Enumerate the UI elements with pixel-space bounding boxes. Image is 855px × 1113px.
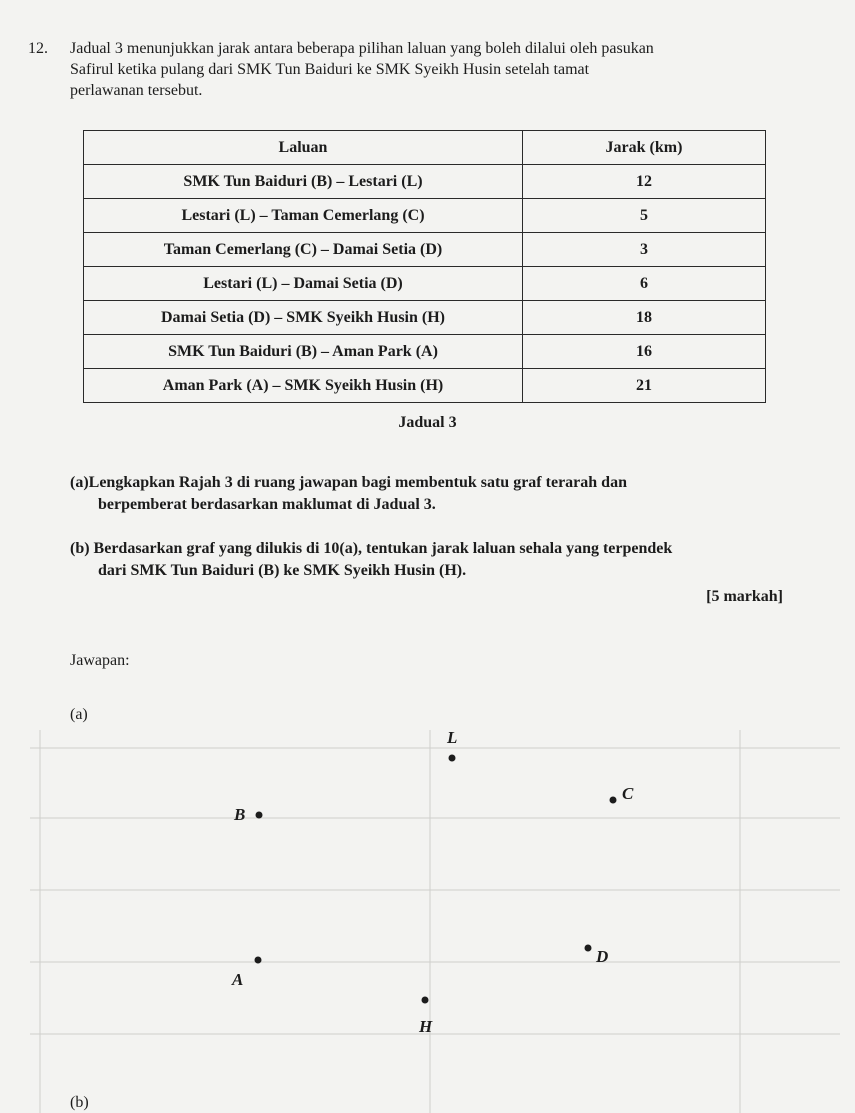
distance-cell: 5 [523,199,766,233]
route-cell: Lestari (L) – Taman Cemerlang (C) [84,199,523,233]
part-b-instruction [70,538,790,582]
node-C [610,784,635,804]
table-row [84,267,766,301]
faint-grid-lines [30,730,840,1113]
node-H [418,997,433,1037]
question-line-1: Jadual 3 menunjukkan jarak antara beberapa pilihan laluan yang boleh dilalui oleh pasukan [70,40,654,57]
node-label-D: D [596,947,609,966]
table-row [84,233,766,267]
table-header-row [84,131,766,165]
node-label-H: H [419,1017,433,1036]
question-line-3: perlawanan tersebut. [70,82,203,99]
part-a-instruction [70,472,780,516]
marks-label: [5 markah] [706,588,783,605]
route-cell: Lestari (L) – Damai Setia (D) [84,267,523,301]
node-A [231,957,262,990]
node-label-L: L [447,728,458,747]
part-a-line-1: (a)Lengkapkan Rajah 3 di ruang jawapan bagi membentuk satu graf terarah dan [70,474,627,491]
distance-cell: 18 [523,301,766,335]
distance-cell: 3 [523,233,766,267]
distance-cell: 16 [523,335,766,369]
distance-cell: 6 [523,267,766,301]
route-cell: Damai Setia (D) – SMK Syeikh Husin (H) [84,301,523,335]
part-b-line-1: (b) Berdasarkan graf yang dilukis di 10(a), tentukan jarak laluan sehala yang terpendek [70,540,673,557]
part-a-line-2: berpemberat berdasarkan maklumat di Jadual 3. [98,496,436,513]
answer-graph-area [0,700,855,1113]
node-label-B: B [234,805,246,824]
table-caption: Jadual 3 [398,414,457,431]
distance-cell: 12 [523,165,766,199]
route-cell: SMK Tun Baiduri (B) – Aman Park (A) [84,335,523,369]
table-row [84,335,766,369]
answer-label: Jawapan: [70,652,130,669]
answer-part-b-label: (b) [70,1094,89,1111]
table-row [84,369,766,403]
node-label-A: A [232,970,244,989]
route-cell: Aman Park (A) – SMK Syeikh Husin (H) [84,369,523,403]
node-L [446,728,457,762]
route-cell: Taman Cemerlang (C) – Damai Setia (D) [84,233,523,267]
column-header-distance: Jarak (km) [523,131,766,165]
question-number: 12. [28,40,48,57]
table-row [84,199,766,233]
question-line-2: Safirul ketika pulang dari SMK Tun Baiduri ke SMK Syeikh Husin setelah tamat [70,61,590,78]
distance-cell: 21 [523,369,766,403]
table-row [84,301,766,335]
distance-table [83,130,766,403]
answer-part-a-label: (a) [70,706,88,723]
part-b-line-2: dari SMK Tun Baiduri (B) ke SMK Syeikh Husin (H). [98,562,467,579]
node-D [585,945,609,967]
route-cell: SMK Tun Baiduri (B) – Lestari (L) [84,165,523,199]
question-text [28,38,798,101]
column-header-route: Laluan [84,131,523,165]
node-B [233,805,263,824]
table-row [84,165,766,199]
node-label-C: C [622,784,634,803]
